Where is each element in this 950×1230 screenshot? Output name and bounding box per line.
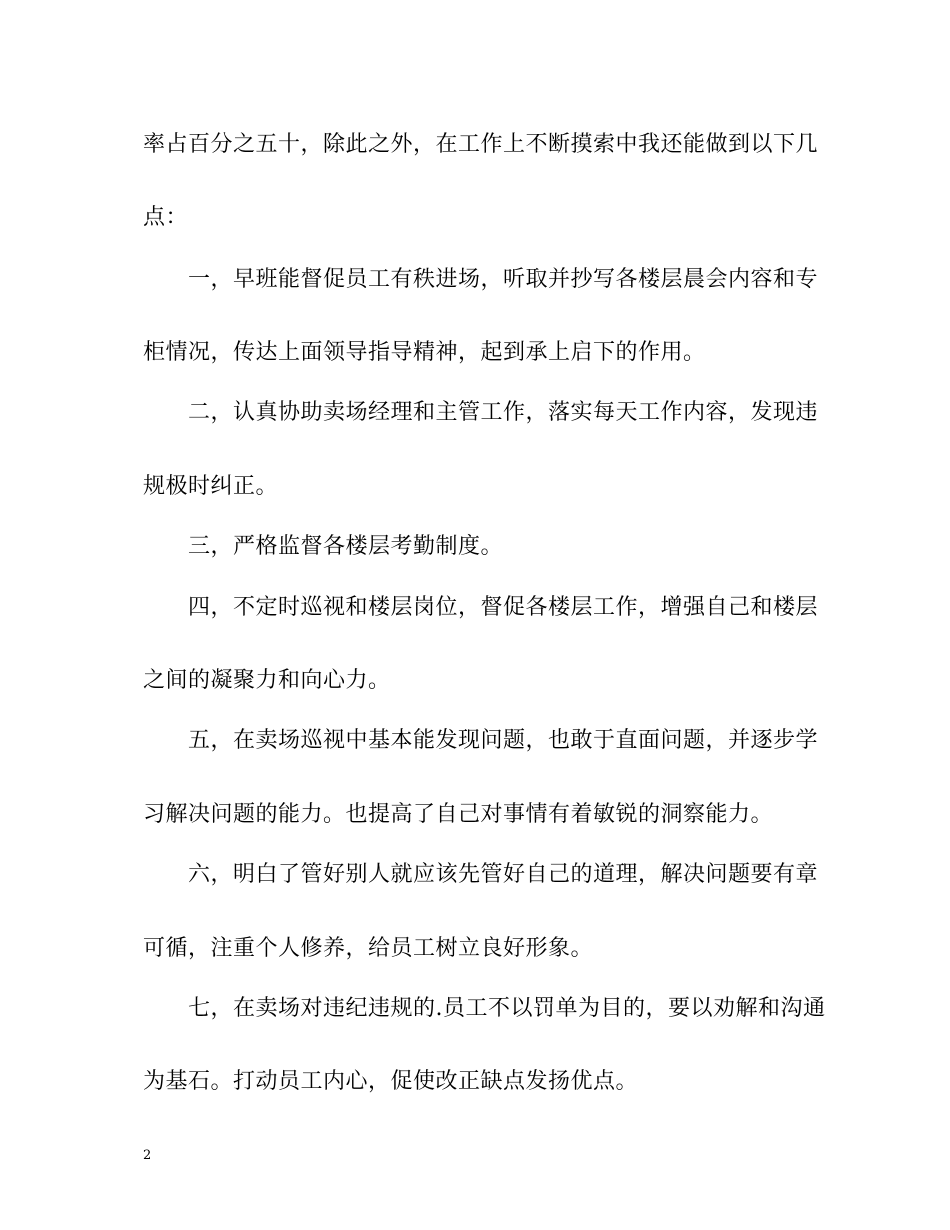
text-line: 点： <box>143 205 189 230</box>
text-line: 规极时纠正。 <box>143 474 279 499</box>
text-line: 之间的凝聚力和向心力。 <box>143 668 391 693</box>
text-line: 为基石。打动员工内心，促使改正缺点发扬优点。 <box>143 1069 639 1094</box>
text-line: 率占百分之五十，除此之外，在工作上不断摸索中我还能做到以下几 <box>143 132 819 157</box>
text-line: 习解决问题的能力。也提高了自己对事情有着敏锐的洞察能力。 <box>143 802 774 827</box>
paragraph-line: 六，明白了管好别人就应该先管好自己的道理，解决问题要有章 <box>188 862 819 887</box>
paragraph-line: 七，在卖场对违纪违规的.员工不以罚单为目的，要以劝解和沟通 <box>188 996 826 1021</box>
paragraph-line: 一，早班能督促员工有秩进场，听取并抄写各楼层晨会内容和专 <box>188 267 819 292</box>
paragraph-line: 二，认真协助卖场经理和主管工作，落实每天工作内容，发现违 <box>188 400 819 425</box>
paragraph-line: 四，不定时巡视和楼层岗位，督促各楼层工作，增强自己和楼层 <box>188 595 819 620</box>
paragraph-line: 三，严格监督各楼层考勤制度。 <box>188 534 504 559</box>
paragraph-line: 五，在卖场巡视中基本能发现问题，也敢于直面问题，并逐步学 <box>188 728 819 753</box>
text-line: 可循，注重个人修养，给员工树立良好形象。 <box>143 936 594 961</box>
page-number: 2 <box>143 1148 152 1163</box>
text-line: 柜情况，传达上面领导指导精神，起到承上启下的作用。 <box>143 340 706 365</box>
